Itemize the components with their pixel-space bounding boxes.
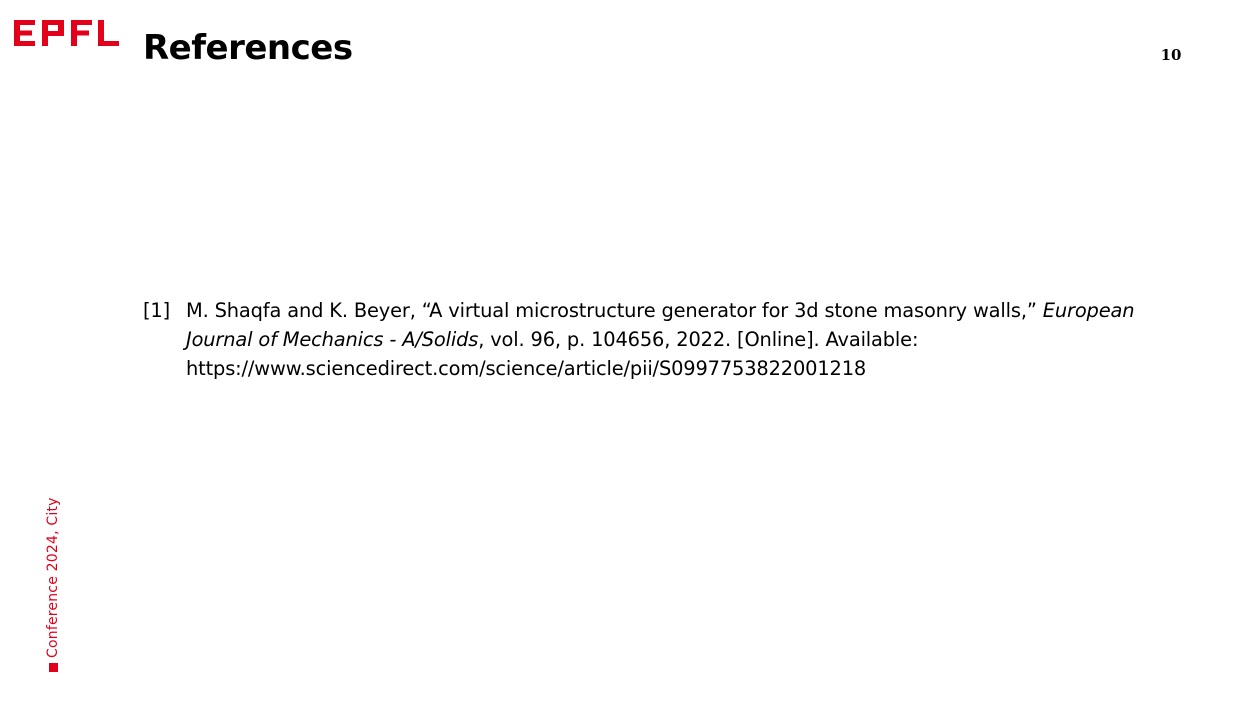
reference-journal: European Journal of Mechanics - A/Solids [186, 299, 1135, 351]
epfl-logo [14, 18, 120, 48]
slide-title: References [143, 28, 353, 68]
reference-list [143, 296, 1153, 383]
footer-square-marker [49, 663, 58, 672]
page-number: 10 [1160, 46, 1182, 64]
reference-url[interactable]: https://www.sciencedirect.com/science/article/pii/S0997753822001218 [186, 357, 867, 380]
reference-item [143, 296, 1153, 383]
side-footer [42, 482, 64, 672]
reference-authors-title: M. Shaqfa and K. Beyer, “A virtual microstructure generator for 3d stone masonry walls,” [186, 299, 1037, 322]
reference-details: , vol. 96, p. 104656, 2022. [Online]. Available: [478, 328, 919, 351]
reference-number: [1] [143, 299, 171, 322]
footer-text: Conference 2024, City [45, 497, 61, 658]
